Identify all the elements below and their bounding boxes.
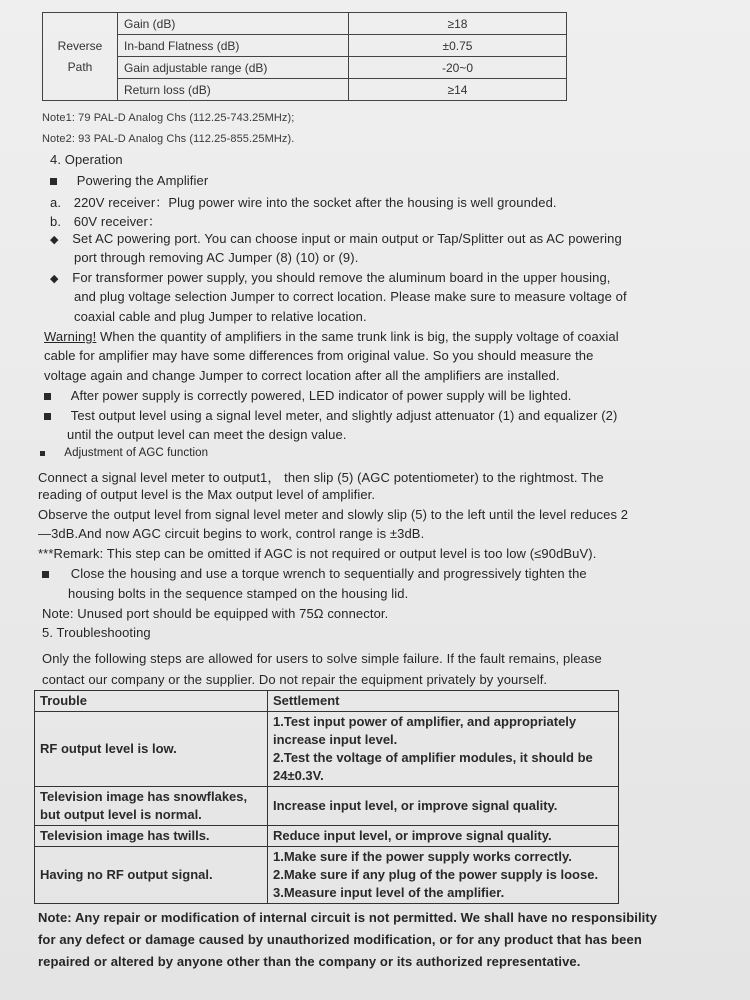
square-bullet-icon [44,393,51,400]
value-cell: ≥18 [349,13,567,35]
settlement-line: 1.Make sure if the power supply works correctly. [273,849,572,864]
remark-text: ***Remark: This step can be omitted if AGC is not required or output level is too low (≤90dBuV). [38,546,597,561]
square-bullet-icon [44,413,51,420]
item-label: a. [50,195,62,210]
settlement-line: increase input level. [273,732,398,747]
group-label-line: Reverse [57,38,103,53]
bullet-line [44,388,571,403]
square-bullet-icon [50,178,57,185]
section-heading-troubleshooting: 5. Troubleshooting [42,625,151,640]
item-label: b. [50,214,62,229]
bullet-text: Test output level using a signal level meter, and slightly adjust attenuator (1) and equalizer (2) [70,408,618,423]
settlement-cell: Increase input level, or improve signal quality. [268,787,619,826]
square-bullet-icon [42,571,49,578]
diamond-text-cont: port through removing AC Jumper (8) (10) or (9). [74,250,359,265]
table-row [35,712,619,787]
trouble-cell: Television image has twills. [35,826,268,847]
agc-text: —3dB.And now AGC circuit begins to work, control range is ±3dB. [38,526,425,541]
diamond-item-1 [50,231,622,246]
diamond-bullet-icon: ◆ [50,273,59,285]
bullet-line [44,408,617,423]
note-1: Note1: 79 PAL-D Analog Chs (112.25-743.25MHz); [42,112,295,124]
value-cell: -20~0 [349,57,567,79]
param-cell: Gain (dB) [118,13,349,35]
diamond-bullet-icon: ◆ [50,234,59,246]
table-row [35,826,619,847]
diamond-text: For transformer power supply, you should remove the aluminum board in the upper housing, [72,270,611,285]
param-cell: Return loss (dB) [118,79,349,101]
agc-text: Connect a signal level meter to output1， then slip (5) (AGC potentiometer) to the rightmost. The [38,470,604,485]
disclaimer-text: for any defect or damage caused by unauthorized modification, or for any product that has been [38,932,642,947]
intro-text: Only the following steps are allowed for users to solve simple failure. If the fault remains, please [42,651,602,666]
param-cell: In-band Flatness (dB) [118,35,349,57]
trouble-cell: Having no RF output signal. [35,847,268,904]
warning-text-cont: voltage again and change Jumper to correct location after all the amplifiers are installed. [44,368,560,383]
value-cell: ±0.75 [349,35,567,57]
diamond-item-2 [50,270,611,285]
item-b [50,211,161,230]
warning-text-cont: cable for amplifier may have some differences from original value. So you should measure the [44,348,594,363]
bullet-text: Close the housing and use a torque wrench to sequentially and progressively tighten the [70,566,587,581]
settlement-line: 2.Make sure if any plug of the power supply is loose. [273,867,599,882]
table-row [43,57,567,79]
settlement-line: 3.Measure input level of the amplifier. [273,885,505,900]
settlement-cell: Reduce input level, or improve signal quality. [268,826,619,847]
section-heading-operation: 4. Operation [50,152,123,167]
column-header-settlement: Settlement [268,691,619,712]
diamond-text-cont: coaxial cable and plug Jumper to relative location. [74,309,367,324]
unused-port-note: Note: Unused port should be equipped with 75Ω connector. [42,606,389,621]
item-a [50,192,557,211]
settlement-cell [268,712,619,787]
item-text: 60V receiver： [73,214,162,229]
table-row [43,35,567,57]
disclaimer-text: repaired or altered by anyone other than the company or its authorized representative. [38,954,581,969]
subheading-agc: Adjustment of AGC function [64,447,209,459]
table-row [35,847,619,904]
note-2: Note2: 93 PAL-D Analog Chs (112.25-855.25MHz). [42,133,295,145]
agc-text: Observe the output level from signal level meter and slowly slip (5) to the left until the level reduces 2 [38,507,629,522]
reverse-path-spec-table [42,12,567,101]
diamond-text: Set AC powering port. You can choose input or main output or Tap/Splitter out as AC powering [72,231,622,246]
agc-text: reading of output level is the Max output level of amplifier. [38,487,376,502]
item-text: 220V receiver：Plug power wire into the socket after the housing is well grounded. [73,195,557,210]
diamond-text-cont: and plug voltage selection Jumper to correct location. Please make sure to measure voltage of [74,289,627,304]
trouble-cell: RF output level is low. [35,712,268,787]
settlement-line: 1.Test input power of amplifier, and appropriately [273,714,577,729]
bullet-line [42,566,587,581]
group-label-line: Path [67,59,93,74]
column-header-trouble: Trouble [35,691,268,712]
subheading-powering: Powering the Amplifier [76,173,209,188]
warning-paragraph [44,329,619,344]
disclaimer-text: Note: Any repair or modification of internal circuit is not permitted. We shall have no responsibility [38,910,658,925]
bullet-text-cont: housing bolts in the sequence stamped on the housing lid. [68,586,409,601]
value-cell: ≥14 [349,79,567,101]
table-row [35,787,619,826]
trouble-cell: Television image has snowflakes, but output level is normal. [35,787,268,826]
table-header-row [35,691,619,712]
square-bullet-icon [40,451,45,456]
settlement-line: 2.Test the voltage of amplifier modules, it should be [273,750,593,765]
bullet-line [50,173,208,188]
table-row [43,13,567,35]
warning-label: Warning! [44,329,97,344]
table-row [43,79,567,101]
param-cell: Gain adjustable range (dB) [118,57,349,79]
bullet-text-cont: until the output level can meet the design value. [67,427,347,442]
bullet-text: After power supply is correctly powered, LED indicator of power supply will be lighted. [70,388,572,403]
bullet-line [40,447,208,459]
settlement-cell [268,847,619,904]
warning-text: When the quantity of amplifiers in the same trunk link is big, the supply voltage of coaxial [96,329,619,344]
intro-text: contact our company or the supplier. Do not repair the equipment privately by yourself. [42,672,548,687]
group-label [43,13,118,101]
troubleshooting-table [34,690,619,904]
settlement-line: 24±0.3V. [273,768,324,783]
